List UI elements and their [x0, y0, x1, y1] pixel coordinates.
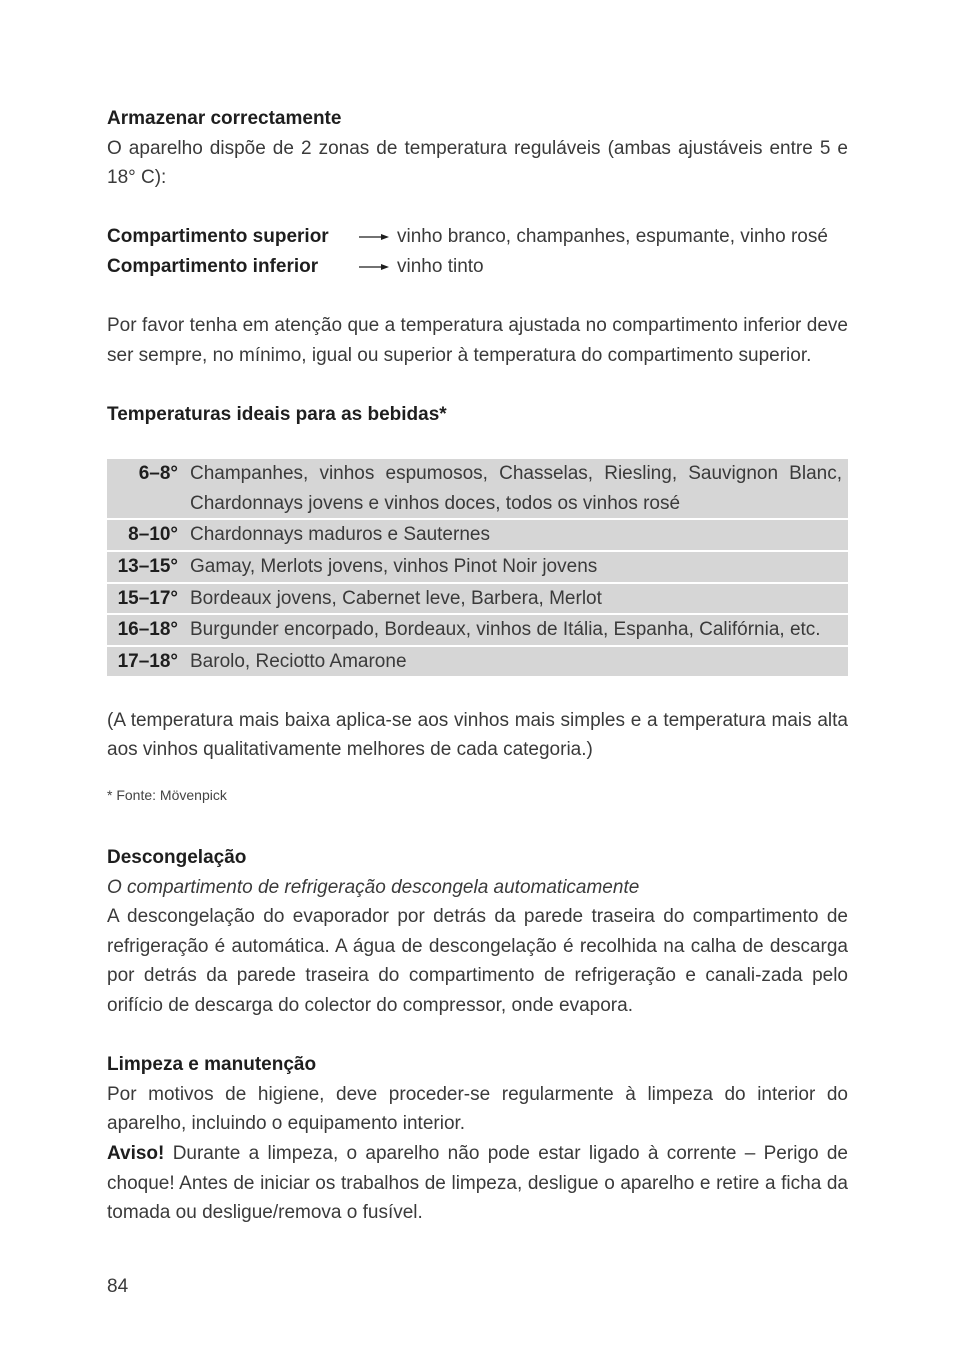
wine-list: Gamay, Merlots jovens, vinhos Pinot Noir jovens: [190, 550, 848, 582]
storage-intro: O aparelho dispõe de 2 zonas de temperatura reguláveis (ambas ajustáveis entre 5 e 18° C):: [107, 137, 848, 189]
temperature-range: 15–17°: [107, 582, 190, 614]
table-row: [107, 613, 848, 645]
temperature-range: 16–18°: [107, 613, 190, 645]
defrost-subtitle: O compartimento de refrigeração descongela automaticamente: [107, 876, 640, 898]
temperature-range: 6–8°: [138, 463, 178, 485]
section-heading-defrost: Descongelação: [107, 847, 247, 869]
source-note: * Fonte: Mövenpick: [107, 787, 227, 804]
temperature-note: Por favor tenha em atenção que a temperatura ajustada no compartimento inferior deve ser sempre, no mínimo, igual ou superior à temperatura do compartimento superior.: [107, 315, 848, 366]
wine-list: Champanhes, vinhos espumosos, Chasselas, Riesling, Sauvignon Blanc, Chardonnays jovens e vinhos doces, todos os vinhos rosé: [190, 463, 842, 514]
wine-list: Barolo, Reciotto Amarone: [190, 645, 848, 677]
cleaning-warning: [107, 1139, 848, 1228]
compartment-row-upper: [107, 222, 848, 252]
section-heading-cleaning: Limpeza e manutenção: [107, 1054, 317, 1076]
table-row: [107, 518, 848, 550]
document-page: [107, 104, 848, 1228]
table-row: [107, 645, 848, 677]
section-heading-storage: Armazenar correctamente: [107, 108, 342, 129]
warning-label: Aviso!: [107, 1143, 165, 1164]
defrost-body: A descongelação do evaporador por detrás da parede traseira do compartimento de refrigeração é automática. A água de descongelação é recolhida na calha de descarga por detrás da parede traseira do compartimento de refrigeração e canali-zada pelo orifício de descarga do colector do compressor, onde evapora.: [107, 906, 848, 1017]
section-heading-temperatures: Temperaturas ideais para as bebidas*: [107, 403, 447, 425]
table-row: [107, 582, 848, 614]
temperature-range: 17–18°: [107, 645, 190, 677]
arrow-right-icon: [359, 262, 389, 272]
temperature-range: 8–10°: [107, 518, 190, 550]
temperature-range: 13–15°: [107, 550, 190, 582]
compartment-value: vinho branco, champanhes, espumante, vinho rosé: [397, 226, 828, 248]
compartment-label: Compartimento superior: [107, 226, 329, 248]
warning-text: Durante a limpeza, o aparelho não pode estar ligado à corrente – Perigo de choque! Antes de iniciar os trabalhos de limpeza, desligue o aparelho e retire a ficha da tomada ou desligue/remova o fusível.: [107, 1143, 848, 1224]
compartment-row-lower: [107, 252, 848, 282]
arrow-right-icon: [359, 232, 389, 242]
table-row: [107, 550, 848, 582]
compartment-value: vinho tinto: [397, 255, 484, 277]
temperature-footnote: (A temperatura mais baixa aplica-se aos vinhos mais simples e a temperatura mais alta aos vinhos qualitativamente melhores de cada categoria.): [107, 709, 848, 761]
page-number: 84: [107, 1276, 129, 1297]
table-row: [107, 459, 848, 518]
wine-list: Bordeaux jovens, Cabernet leve, Barbera, Merlot: [190, 582, 848, 614]
cleaning-body: Por motivos de higiene, deve proceder-se regularmente à limpeza do interior do aparelho, incluindo o equipamento interior.: [107, 1083, 848, 1135]
wine-list: Burgunder encorpado, Bordeaux, vinhos de Itália, Espanha, Califórnia, etc.: [190, 613, 848, 645]
wine-list: Chardonnays maduros e Sauternes: [190, 518, 848, 550]
temperature-table: [107, 459, 848, 676]
compartment-label: Compartimento inferior: [107, 255, 319, 277]
